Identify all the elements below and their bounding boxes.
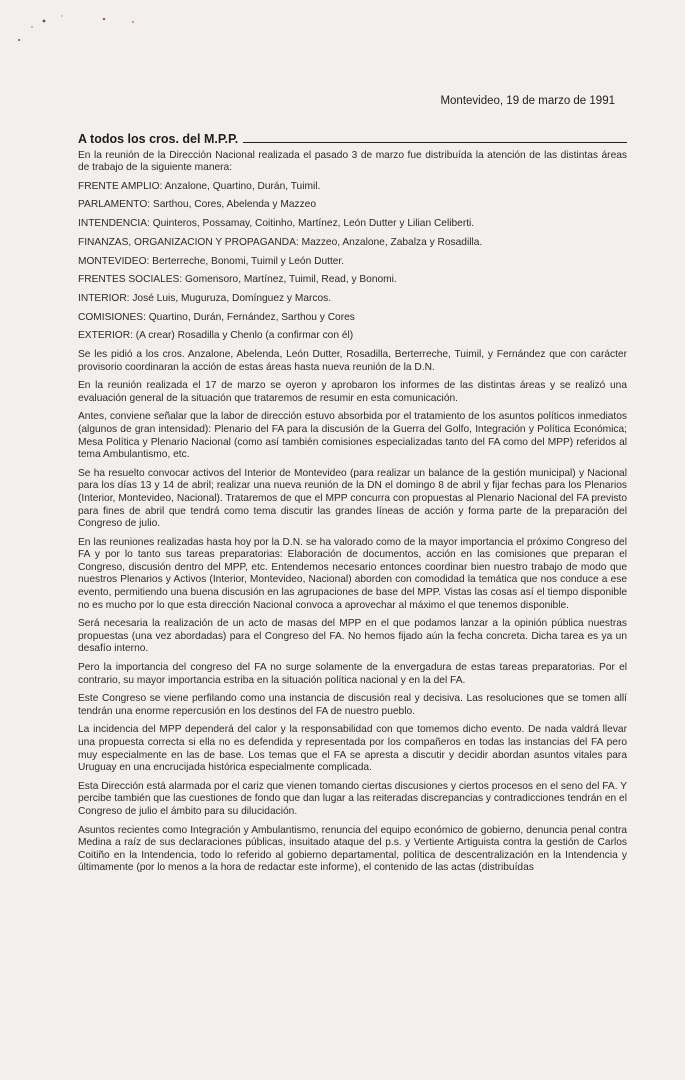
- document-heading: [78, 133, 627, 146]
- body-paragraph: La incidencia del MPP dependerá del calor y la responsabilidad con que tomemos dicho evento. De nada valdrá llevar una propuesta correcta si ella no es defendida y representada por los compañeros en todas las instancias del FA pero muy especialmente en las de base. Los temas que el FA se apresta a discutir y decidir abordan asuntos vitales para Uruguay en una encrucijada histórica especialmente complicada.: [78, 724, 627, 774]
- body-paragraph: Se les pidió a los cros. Anzalone, Abelenda, León Dutter, Rosadilla, Berterreche, Tuimil, y Fernández que con carácter provisorio coordinaran la acción de estas áreas hasta nueva reunión de la D.N.: [78, 348, 627, 373]
- document-title: A todos los cros. del M.P.P.: [78, 132, 239, 146]
- title-underline: [243, 142, 627, 143]
- body-paragraph: Esta Dirección está alarmada por el cariz que vienen tomando ciertas discusiones y ciertos procesos en el seno del FA. Y percibe también que las cuestiones de fondo que dan lugar a las reiteradas discrepancias y contradicciones tendrán en el Congreso de julio el ámbito para su dilucidación.: [78, 780, 627, 817]
- intro-paragraph: En la reunión de la Dirección Nacional realizada el pasado 3 de marzo fue distribuída la atención de las distintas áreas de trabajo de la siguiente manera:: [78, 149, 627, 174]
- area-exterior: EXTERIOR: (A crear) Rosadilla y Chenlo (a confirmar con él): [78, 330, 354, 342]
- body-paragraph: En la reunión realizada el 17 de marzo se oyeron y aprobaron los informes de las distintas áreas y se realizó una evaluación general de la situación que trataremos de resumir en esta comunicación.: [78, 380, 627, 404]
- body-paragraph: Asuntos recientes como Integración y Ambulantismo, renuncia del equipo económico de gobierno, denuncia penal contra Medina a raíz de sus declaraciones públicas, insuitado ataque del p.s. y Vertiente Artiguista contra la gestión de Carlos Coitiño en la Intendencia, todo lo referido al gobierno departamental, política de descentralización en la Intendencia y últimamente (por lo menos a la hora de redactar este informe), el contenido de las actas (distribuídas: [78, 824, 627, 874]
- area-frentes-sociales: FRENTES SOCIALES: Gomensoro, Martínez, Tuimil, Read, y Bonomi.: [78, 274, 397, 286]
- document-body: [78, 133, 627, 881]
- document-date: Montevideo, 19 de marzo de 1991: [440, 95, 615, 107]
- area-montevideo: MONTEVIDEO: Berterreche, Bonomi, Tuimil y León Dutter.: [78, 255, 345, 267]
- body-paragraph: En las reuniones realizadas hasta hoy por la D.N. se ha valorado como de la mayor importancia el próximo Congreso del FA y por lo tanto sus tareas preparatorias: Elaboración de documentos, acción en las comisiones que preparan el Congreso, discusión dentro del MPP, etc. Entendemos necesario entonces coordinar bien nuestro trabajo de modo que nuestros Plenarios y Activos (Interior, Montevideo, Nacional) aborden con comodidad la temática que nos conduce a ese evento, permitiendo una buena discusión en las agrupaciones de base del MPP. Vistas las cosas así el tiempo disponible no es mucho por lo que esta dirección Nacional convoca a aprovechar al máximo el que tenemos disponible.: [78, 536, 627, 611]
- area-frente-amplio: FRENTE AMPLIO: Anzalone, Quartino, Durán, Tuimil.: [78, 180, 321, 192]
- body-paragraph: Será necesaria la realización de un acto de masas del MPP en el que podamos lanzar a la opinión pública nuestras propuestas (una vez abordadas) para el Congreso del FA. No hemos fijado aún la fecha concreta. Dicha tarea es ya un desafío interno.: [78, 618, 627, 655]
- area-comisiones: COMISIONES: Quartino, Durán, Fernández, Sarthou y Cores: [78, 311, 355, 323]
- paper-specks: [0, 0, 200, 60]
- body-paragraph: Pero la importancia del congreso del FA no surge solamente de la envergadura de estas tareas preparatorias. Por el contrario, su mayor importancia estriba en la situación política nacional y en la del FA.: [78, 662, 627, 686]
- area-finanzas: FINANZAS, ORGANIZACION Y PROPAGANDA: Mazzeo, Anzalone, Zabalza y Rosadilla.: [78, 236, 483, 248]
- area-intendencia: INTENDENCIA: Quinteros, Possamay, Coitinho, Martínez, León Dutter y Lilian Celiberti.: [78, 218, 475, 230]
- area-parlamento: PARLAMENTO: Sarthou, Cores, Abelenda y Mazzeo: [78, 199, 317, 211]
- body-paragraph: Se ha resuelto convocar activos del Interior de Montevideo (para realizar un balance de la gestión municipal) y Nacional para los días 13 y 14 de abril; realizar una nueva reunión de la DN el domingo 8 de abril y fijar fechas para los Plenarios (Interior, Montevideo, Nacional). Trataremos de que el MPP concurra con propuestas al Plenario Nacional del FA previsto para fines de abril que tendrá como tema discutir las grandes líneas de acción y forma parte de la preparación del Congreso de julio.: [78, 467, 627, 530]
- body-paragraph: Este Congreso se viene perfilando como una instancia de discusión real y decisiva. Las resoluciones que se tomen allí tendrán una enorme repercusión en los destinos del FA de nuestro pueblo.: [78, 693, 627, 717]
- area-interior: INTERIOR: José Luis, Muguruza, Domínguez y Marcos.: [78, 292, 332, 304]
- body-paragraph: Antes, conviene señalar que la labor de dirección estuvo absorbida por el tratamiento de los asuntos políticos inmediatos (algunos de gran intensidad): Plenario del FA para la discusión de la Guerra del Golfo, Integración y Política Económica; Mesa Política y Plenario Nacional (como así también comisiones especializadas tanto del FA como del MPP) referidos al tema Ambulantismo, etc.: [78, 411, 627, 461]
